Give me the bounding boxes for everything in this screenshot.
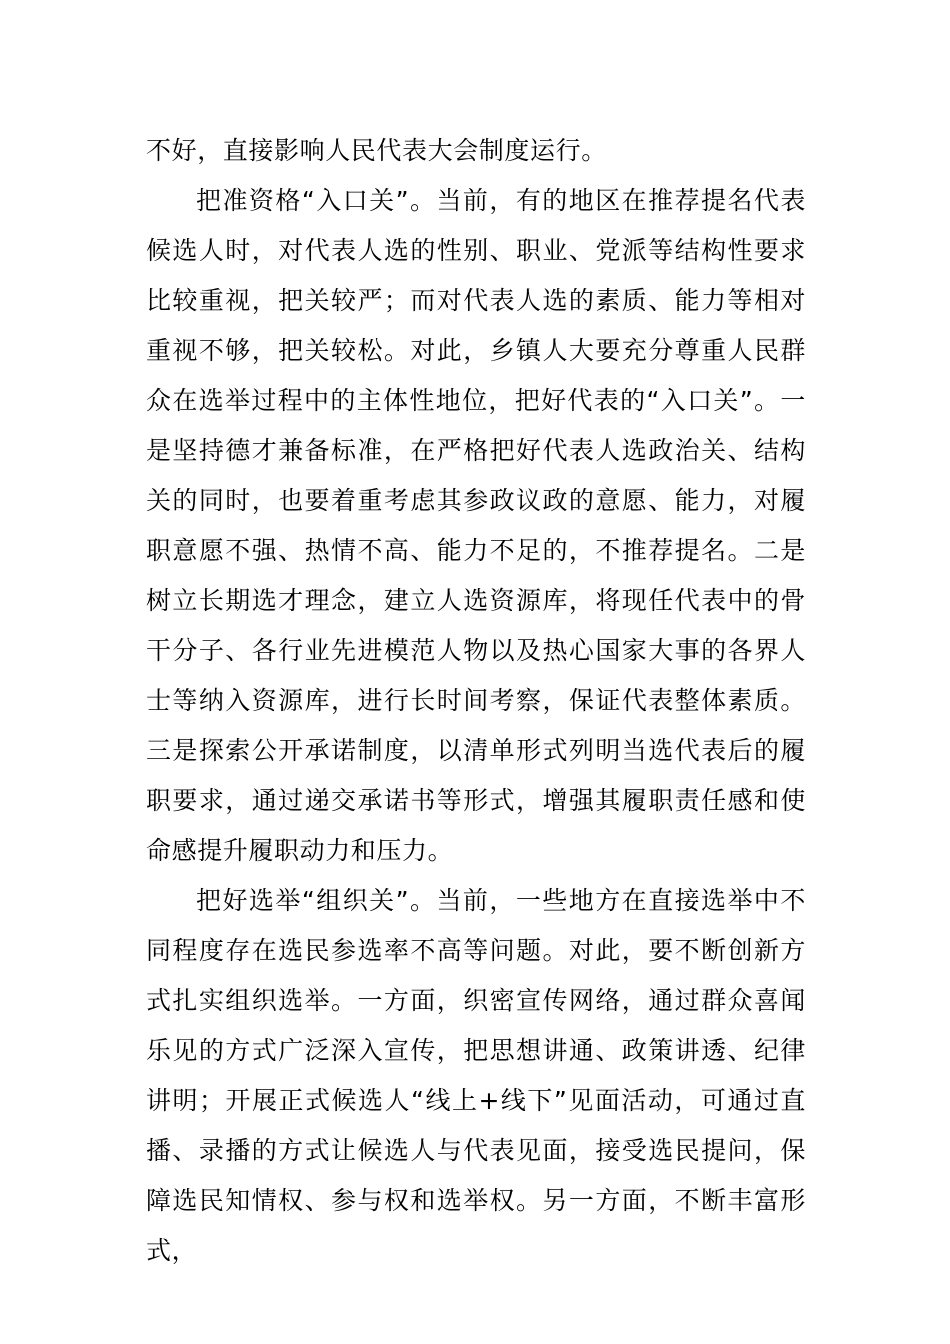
paragraph-continuation: 不好，直接影响人民代表大会制度运行。 bbox=[146, 136, 607, 165]
paragraph-entry-qualification: 把准资格“入口关”。当前，有的地区在推荐提名代表候选人时，对代表人选的性别、职业、党派等结构性要求比较重视，把关较严；而对代表人选的素质、能力等相对重视不够，把关较松。对此，乡镇人大要充分尊重人民群众在选举过程中的主体性地位，把好代表的“入口关”。一是坚持德才兼备标准，在严格把好代表人选政治关、结构关的同时，也要着重考虑其参政议政的意愿、能力，对履职意愿不强、热情不高、能力不足的，不推荐提名。二是树立长期选才理念，建立人选资源库，将现任代表中的骨干分子、各行业先进模范人物以及热心国家大事的各界人士等纳入资源库，进行长时间考察，保证代表整体素质。三是探索公开承诺制度，以清单形式列明当选代表后的履职要求，通过递交承诺书等形式，增强其履职责任感和使命感提升履职动力和压力。 bbox=[146, 186, 806, 865]
paragraph-election-organization: 把好选举“组织关”。当前，一些地方在直接选举中不同程度存在选民参选率不高等问题。对此，要不断创新方式扎实组织选举。一方面，织密宣传网络，通过群众喜闻乐见的方式广泛深入宣传，把思想讲通、政策讲透、纪律讲明；开展正式候选人“线上+线下”见面活动，可通过直播、录播的方式让候选人与代表见面，接受选民提问，保障选民知情权、参与权和选举权。另一方面，不断丰富形式， bbox=[146, 886, 806, 1265]
document-body bbox=[146, 126, 806, 1276]
